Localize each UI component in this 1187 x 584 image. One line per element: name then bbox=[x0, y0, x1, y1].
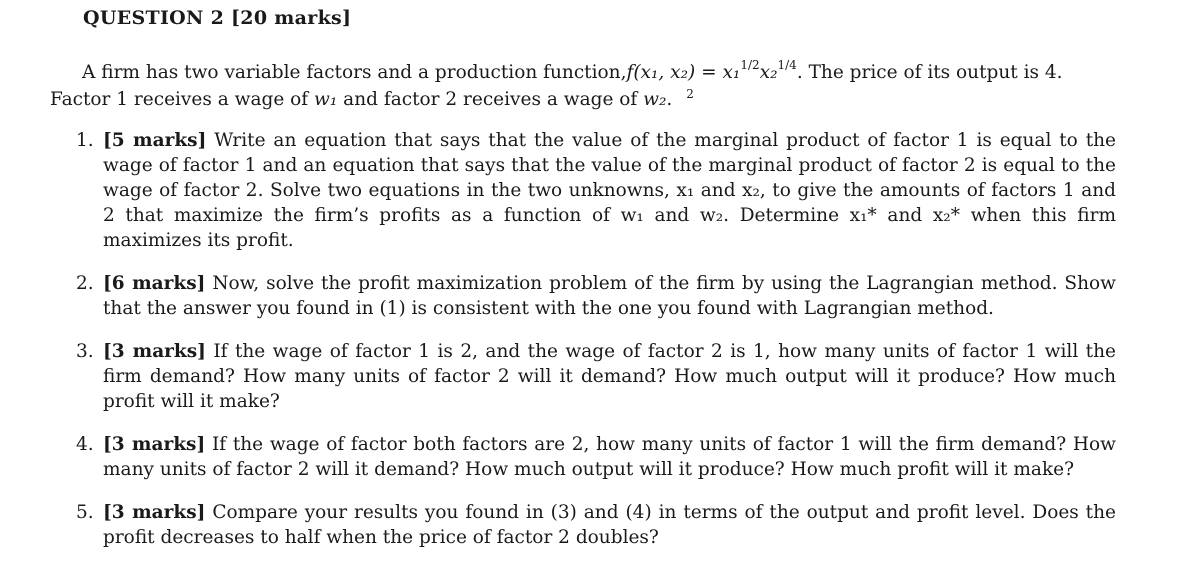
part-marks: [3 marks] bbox=[103, 502, 206, 523]
exponent-x1: 1/2 bbox=[740, 58, 760, 72]
part-text: If the wage of factor 1 is 2, and the wage of factor 2 is 1, how many units of factor 1 will the firm demand? How many units of factor 2 will it demand? How much output will it produce? How much profit will it make? bbox=[103, 341, 1116, 412]
intro-line-2 bbox=[50, 87, 1116, 114]
question-part-2 bbox=[76, 271, 1116, 321]
part-marks: [3 marks] bbox=[103, 434, 206, 455]
part-number: 5. bbox=[76, 502, 94, 523]
question-part-3 bbox=[76, 339, 1116, 414]
part-text: Compare your results you found in (3) and (4) in terms of the output and profit level. Does the profit decreases to half when the price of factor 2 doubles? bbox=[103, 502, 1116, 548]
intro-text-start: A firm has two variable factors and a production function, bbox=[82, 62, 627, 83]
intro-text-wage2: and factor 2 receives a wage of bbox=[337, 89, 644, 110]
part-number: 4. bbox=[76, 434, 94, 455]
footnote-mark: 2 bbox=[686, 87, 694, 101]
question-intro bbox=[50, 60, 1116, 114]
question-title: QUESTION 2 [20 marks] bbox=[83, 7, 352, 29]
part-body bbox=[103, 432, 1116, 482]
part-body bbox=[103, 271, 1116, 321]
part-text: Write an equation that says that the value of the marginal product of factor 1 is equal to the wage of factor 1 and an equation that says that the value of the marginal product of factor 2 is equal to the wage of factor 2. Solve two equations in the two unknowns, x₁ and x₂, to give the amounts of factors 1 and 2 that maximize the firm’s profits as a function of w₁ and w₂. Determine x₁* and x₂* when this firm maximizes its profit. bbox=[103, 130, 1116, 251]
part-marks: [6 marks] bbox=[103, 273, 206, 294]
intro-text-wage1: Factor 1 receives a wage of bbox=[50, 89, 315, 110]
part-body bbox=[103, 500, 1116, 550]
wage-w2: w₂ bbox=[643, 89, 667, 110]
part-body bbox=[103, 128, 1116, 253]
part-text: Now, solve the profit maximization problem of the firm by using the Lagrangian method. Show that the answer you found in (1) is consistent with the one you found with Lagrangian method. bbox=[103, 273, 1116, 319]
part-number: 1. bbox=[76, 130, 94, 151]
intro-text-end: . bbox=[666, 89, 673, 110]
intro-text-price: . The price of its output is 4. bbox=[796, 62, 1063, 83]
intro-line-1 bbox=[50, 60, 1116, 87]
wage-w1: w₁ bbox=[314, 89, 338, 110]
part-number: 2. bbox=[76, 273, 94, 294]
part-marks: [3 marks] bbox=[103, 341, 206, 362]
question-part-1 bbox=[76, 128, 1116, 253]
part-marks: [5 marks] bbox=[103, 130, 207, 151]
production-function: f(x₁, x₂) = x₁ bbox=[626, 62, 741, 83]
production-function-x2: x₂ bbox=[759, 62, 778, 83]
part-number: 3. bbox=[76, 341, 94, 362]
question-parts-list bbox=[76, 128, 1116, 550]
question-part-5 bbox=[76, 500, 1116, 550]
part-body bbox=[103, 339, 1116, 414]
exponent-x2: 1/4 bbox=[777, 58, 797, 72]
part-text: If the wage of factor both factors are 2, how many units of factor 1 will the firm demand? How many units of factor 2 will it demand? How much output will it produce? How much profit will it make? bbox=[103, 434, 1116, 480]
question-part-4 bbox=[76, 432, 1116, 482]
